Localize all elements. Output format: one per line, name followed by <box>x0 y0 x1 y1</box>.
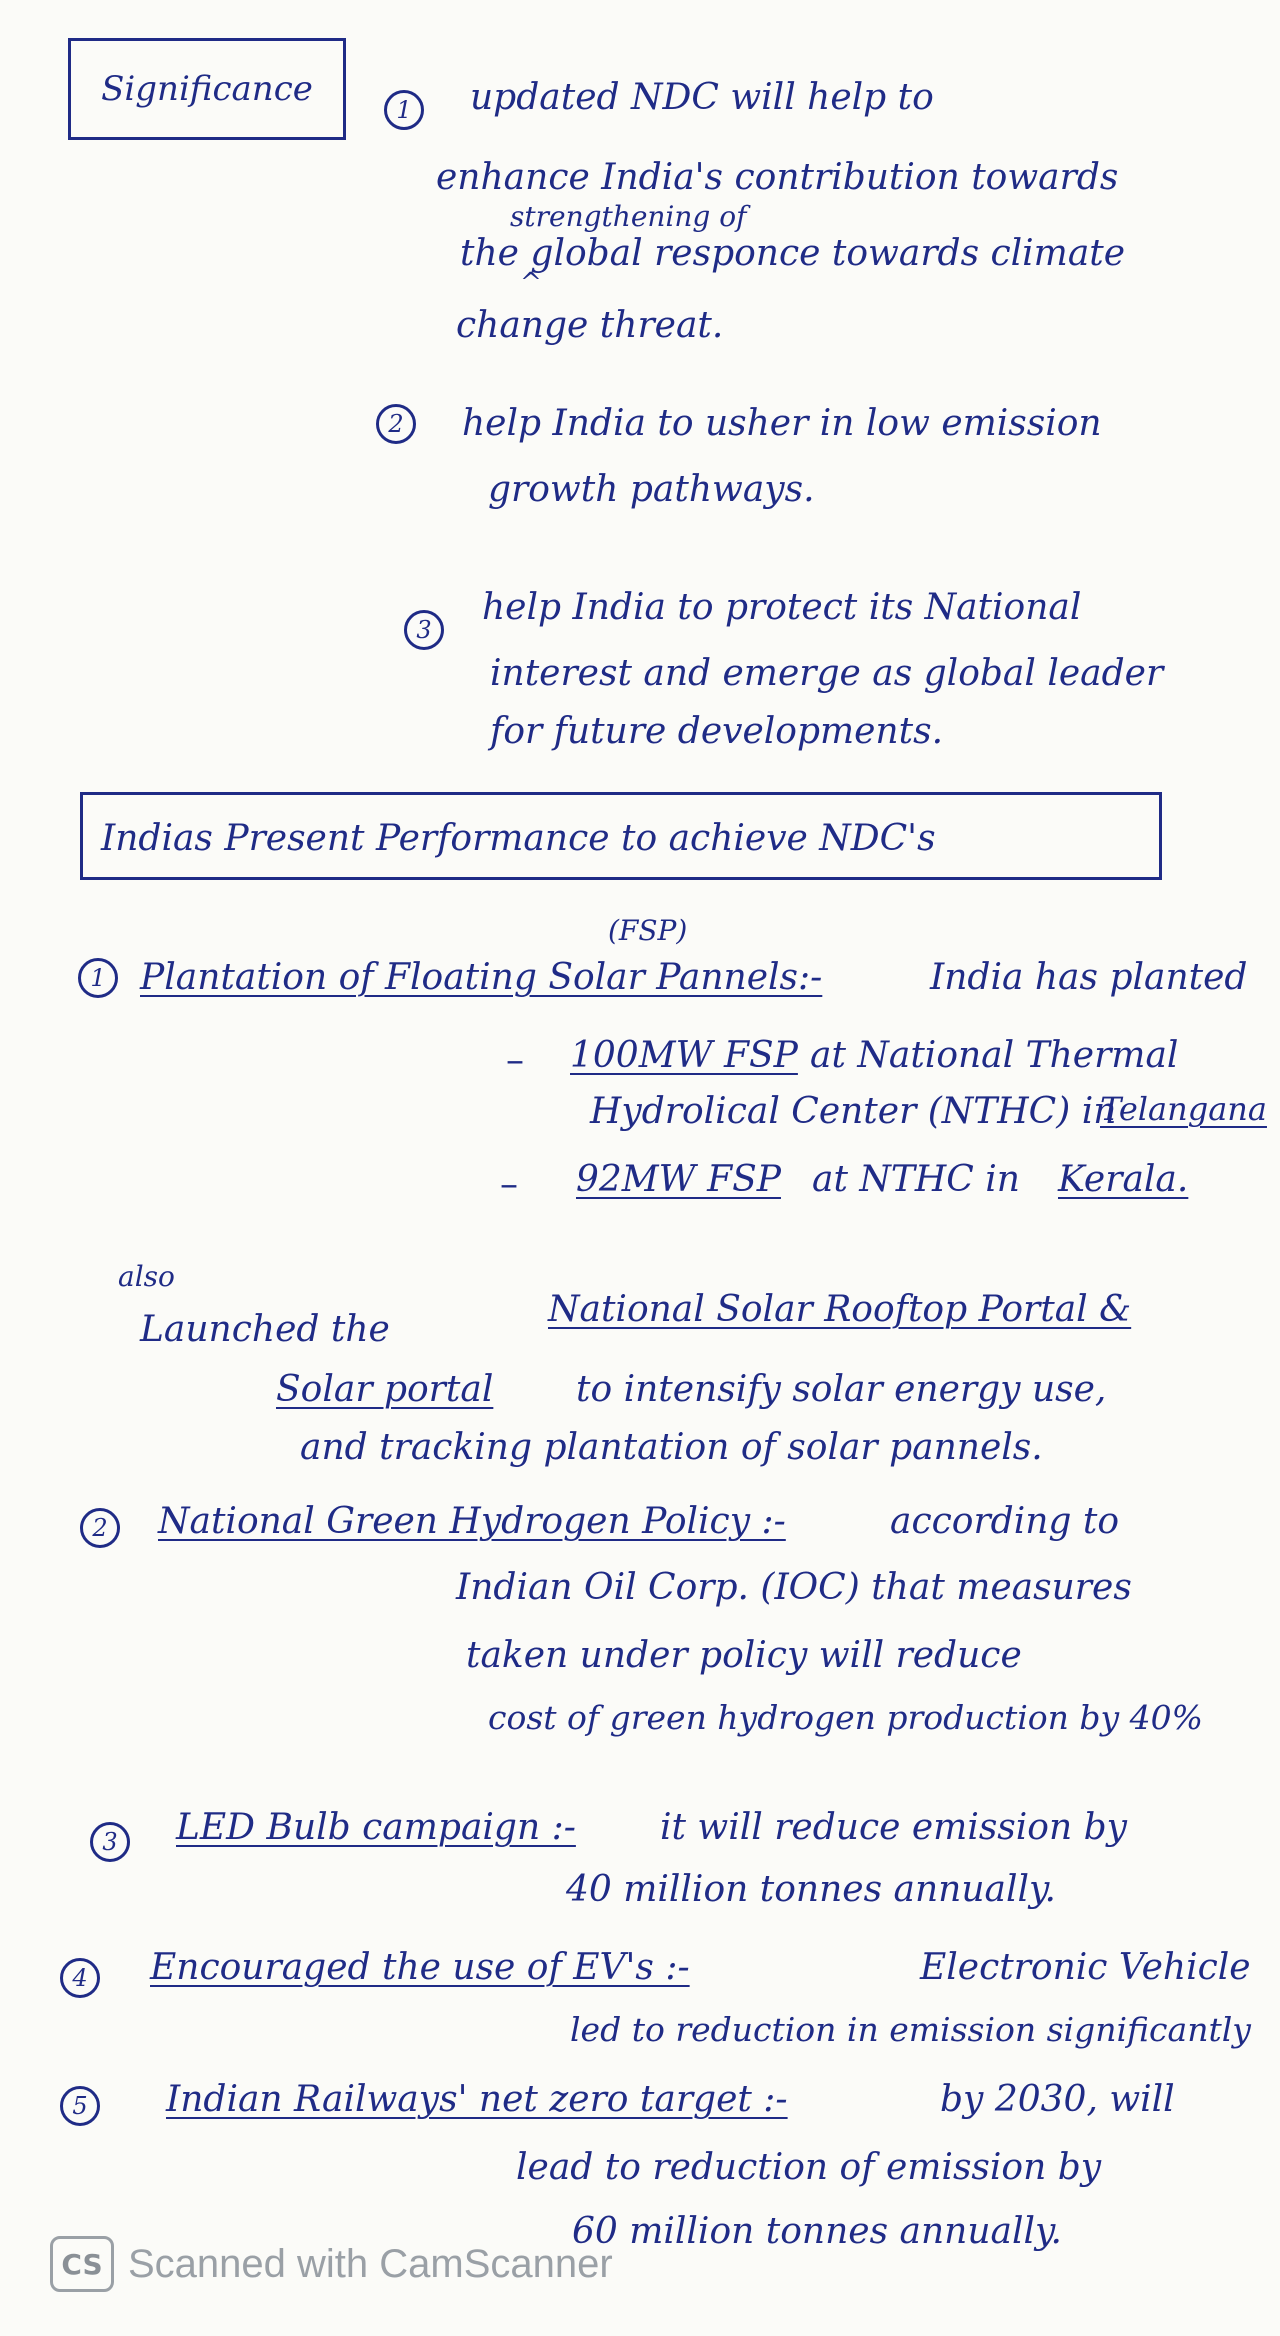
camscanner-watermark <box>50 2236 613 2292</box>
significance-2-line-1: help India to usher in low emission <box>462 403 1102 444</box>
portal-line-2-ul: Solar portal <box>276 1369 494 1410</box>
item-4-rest: Electronic Vehicle <box>920 1947 1251 1988</box>
dash-1: – <box>506 1040 524 1081</box>
item-2-line-1: Indian Oil Corp. (IOC) that measures <box>456 1567 1132 1608</box>
camscanner-logo-icon: CS <box>50 2236 114 2292</box>
significance-1-line-4: change threat. <box>456 305 724 346</box>
item-5-marker: 5 <box>60 2086 100 2126</box>
item-1-title: Plantation of Floating Solar Pannels:- <box>140 957 823 998</box>
insert-caret: ^ <box>520 268 542 298</box>
item-4-line-1: led to reduction in emission significantly <box>570 2010 1251 2049</box>
item-2-line-3: cost of green hydrogen production by 40% <box>488 1698 1204 1737</box>
significance-1-insert: strengthening of <box>510 200 747 233</box>
significance-3-line-1: help India to protect its National <box>482 587 1082 628</box>
fsp-2-place: Kerala. <box>1058 1159 1189 1200</box>
item-2-line-2: taken under policy will reduce <box>466 1635 1022 1676</box>
fsp-1-line-2: Hydrolical Center (NTHC) in <box>590 1091 1117 1132</box>
item-5-line-2: 60 million tonnes annually. <box>572 2211 1062 2252</box>
significance-3-line-3: for future developments. <box>490 711 944 752</box>
item-3-title: LED Bulb campaign :- <box>176 1807 576 1848</box>
dash-2: – <box>500 1164 518 1205</box>
portal-line-3: and tracking plantation of solar pannels. <box>300 1427 1043 1468</box>
significance-1-line-3: the global responce towards climate <box>460 233 1126 274</box>
item-3-rest: it will reduce emission by <box>660 1807 1127 1848</box>
item-3-marker: 3 <box>90 1822 130 1862</box>
performance-heading: Indias Present Performance to achieve NDC's <box>80 792 1162 880</box>
fsp-abbr: (FSP) <box>608 914 688 947</box>
fsp-1-location: at National Thermal <box>810 1035 1179 1076</box>
point-2-marker: 2 <box>376 404 416 444</box>
fsp-2-location: at NTHC in <box>812 1159 1020 1200</box>
fsp-2-capacity: 92MW FSP <box>576 1159 781 1200</box>
item-5-rest: by 2030, will <box>940 2079 1175 2120</box>
point-3-marker: 3 <box>404 610 444 650</box>
portal-line-2: to intensify solar energy use, <box>576 1369 1107 1410</box>
significance-3-line-2: interest and emerge as global leader <box>490 653 1164 694</box>
point-1-marker: 1 <box>384 90 424 130</box>
item-1-rest: India has planted <box>930 957 1248 998</box>
item-3-line-1: 40 million tonnes annually. <box>566 1869 1056 1910</box>
item-4-marker: 4 <box>60 1958 100 1998</box>
item-4-title: Encouraged the use of EV's :- <box>150 1947 690 1988</box>
significance-heading: Significance <box>68 38 346 140</box>
fsp-1-capacity: 100MW FSP <box>570 1035 798 1076</box>
also-marker: also <box>118 1260 175 1293</box>
item-2-marker: 2 <box>80 1508 120 1548</box>
item-5-line-1: lead to reduction of emission by <box>516 2147 1102 2188</box>
portal-title-ul: National Solar Rooftop Portal & <box>548 1289 1132 1330</box>
camscanner-text: Scanned with CamScanner <box>128 2241 613 2286</box>
item-2-title: National Green Hydrogen Policy :- <box>158 1501 786 1542</box>
fsp-1-place: Telangana <box>1100 1090 1267 1128</box>
item-1-marker: 1 <box>78 958 118 998</box>
significance-1-line-2: enhance India's contribution towards <box>436 157 1119 198</box>
item-5-title: Indian Railways' net zero target :- <box>166 2079 788 2120</box>
significance-1-line-1: updated NDC will help to <box>470 77 934 118</box>
item-2-rest: according to <box>890 1501 1120 1542</box>
portal-title: Launched the <box>140 1309 390 1350</box>
significance-2-line-2: growth pathways. <box>488 469 815 510</box>
